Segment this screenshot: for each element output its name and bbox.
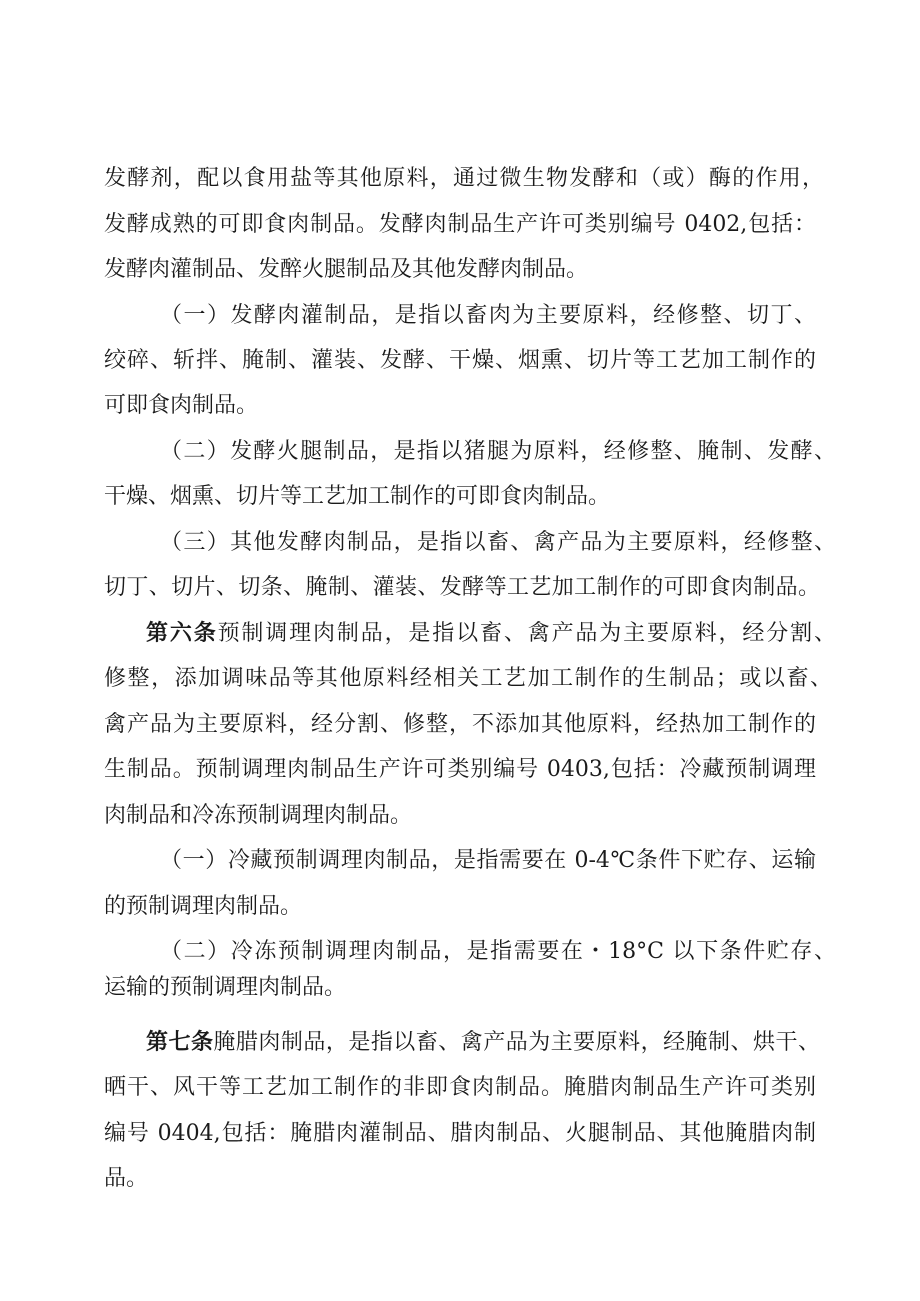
text-line-4: （一）发酵肉灌制品，是指以畜肉为主要原料，经修整、切丁、 xyxy=(160,303,816,328)
text-line-17: 的预制调理肉制品。 xyxy=(104,894,303,919)
text-line-21: 晒干、风干等工艺加工制作的非即食肉制品。腌腊肉制品生产许可类别 xyxy=(104,1075,816,1100)
text-line-1: 发酵剂，配以食用盐等其他原料，通过微生物发酵和（或）酶的作用， xyxy=(104,166,824,191)
text-line-5: 绞碎、斩拌、腌制、灌装、发酵、干燥、烟熏、切片等工艺加工制作的 xyxy=(104,348,816,373)
text-line-19: 运输的预制调理肉制品。 xyxy=(104,975,347,1000)
text-line-7: （二）发酵火腿制品，是指以猪腿为原料，经修整、腌制、发酵、 xyxy=(160,439,836,464)
article-7-label: 第七条 xyxy=(146,1030,214,1055)
text-line-22: 编号 0404,包括：腌腊肉灌制品、腊肉制品、火腿制品、其他腌腊肉制 xyxy=(104,1121,816,1146)
text-line-8: 干燥、烟熏、切片等工艺加工制作的可即食肉制品。 xyxy=(104,484,611,509)
text-line-3: 发酵肉灌制品、发醉火腿制品及其他发酵肉制品。 xyxy=(104,257,589,282)
text-line-10: 切丁、切片、切条、腌制、灌装、发酵等工艺加工制作的可即食肉制品。 xyxy=(104,575,820,600)
text-line-18: （二）冷冻预制调理肉制品，是指需要在・18°C 以下条件贮存、 xyxy=(160,939,836,964)
text-line-9: （三）其他发酵肉制品，是指以畜、禽产品为主要原料，经修整、 xyxy=(160,530,836,555)
text-line-15: 肉制品和冷冻预制调理肉制品。 xyxy=(104,803,413,828)
text-line-14: 生制品。预制调理肉制品生产许可类别编号 0403,包括：冷藏预制调理 xyxy=(104,757,816,782)
text-line-13: 禽产品为主要原料，经分割、修整，不添加其他原料，经热加工制作的 xyxy=(104,712,816,737)
text-line-6: 可即食肉制品。 xyxy=(104,393,259,418)
text-line-20: 第七条腌腊肉制品，是指以畜、禽产品为主要原料，经腌制、烘干、 xyxy=(146,1030,820,1055)
text-line-11: 第六条预制调理肉制品，是指以畜、禽产品为主要原料，经分割、 xyxy=(146,621,836,646)
text-line-23: 品。 xyxy=(104,1166,149,1191)
text-line-12: 修整，添加调味品等其他原料经相关工艺加工制作的生制品；或以畜、 xyxy=(104,666,832,691)
text-line-2: 发酵成熟的可即食肉制品。发酵肉制品生产许可类别编号 0402,包括： xyxy=(104,212,816,237)
article-6-label: 第六条 xyxy=(146,621,218,646)
text-line-16: （一）冷藏预制调理肉制品，是指需要在 0-4℃条件下贮存、运输 xyxy=(160,848,816,873)
